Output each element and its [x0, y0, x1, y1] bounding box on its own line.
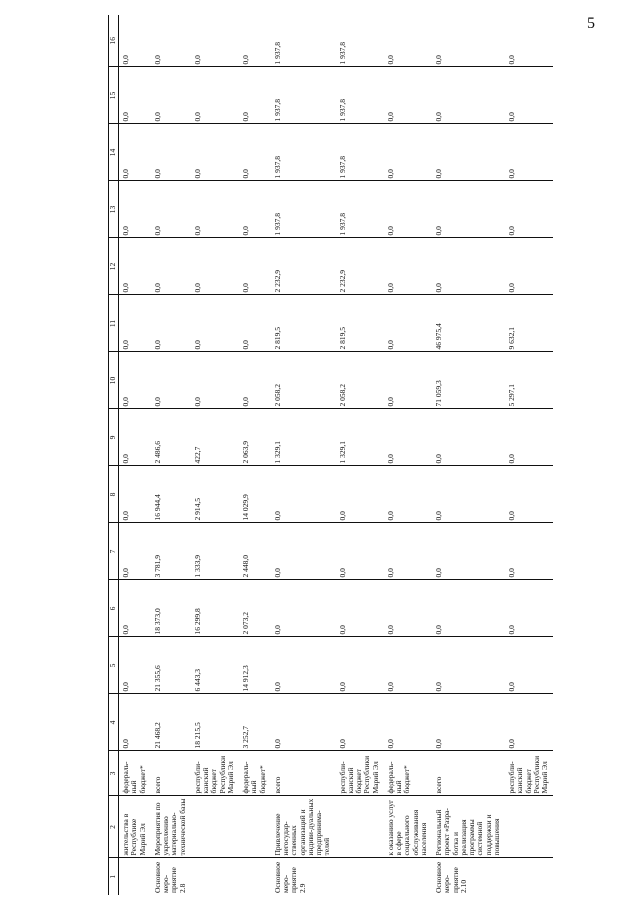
table-cell: 46 975,4: [432, 295, 505, 352]
table-cell: 2 063,9: [239, 409, 271, 466]
table-cell: 0,0: [151, 124, 191, 181]
table-cell: 71 059,3: [432, 352, 505, 409]
table-cell: [384, 858, 432, 895]
table-cell: 0,0: [432, 181, 505, 238]
table-cell: 0,0: [271, 466, 336, 523]
table-cell: 14 029,9: [239, 466, 271, 523]
table-cell: 1 937,8: [271, 15, 336, 67]
table-cell: 0,0: [384, 67, 432, 124]
table-cell: 3 252,7: [239, 694, 271, 751]
table-cell: 0,0: [151, 67, 191, 124]
table-cell: Привлечение негосудар-ственных организаций и индиви-дуальных предпринима-телей: [271, 796, 336, 858]
table-cell: 18 215,5: [191, 694, 239, 751]
table-cell: 2 819,5: [336, 295, 384, 352]
table-cell: жительства в Республике Марий Эл: [119, 796, 151, 858]
table-cell: всего: [151, 751, 191, 796]
column-header: 16: [109, 15, 119, 67]
column-header: 8: [109, 466, 119, 523]
table-row: [336, 15, 384, 895]
table-cell: 0,0: [119, 466, 151, 523]
table-cell: 1 937,8: [336, 181, 384, 238]
table-cell: [191, 858, 239, 895]
column-header: 4: [109, 694, 119, 751]
table-cell: 0,0: [432, 238, 505, 295]
table-cell: Основное меро-приятие 2.9: [272, 861, 307, 893]
table-cell: 0,0: [119, 352, 151, 409]
table-cell: 0,0: [271, 637, 336, 694]
table-cell: 9 632,1: [505, 295, 553, 352]
table-cell: 0,0: [432, 637, 505, 694]
table-cell: 0,0: [119, 181, 151, 238]
table-cell: 16 299,8: [191, 580, 239, 637]
table-cell: 0,0: [271, 580, 336, 637]
table-cell: республи-канский бюджет Республики Марий Эл: [191, 751, 239, 796]
table-cell: федераль-ный бюджет*: [239, 751, 271, 796]
table-cell: 0,0: [119, 15, 151, 67]
table-cell: к оказанию услуг в сфере социального обслуживания населения: [384, 796, 432, 858]
table-cell: 0,0: [119, 523, 151, 580]
table-cell: 0,0: [432, 409, 505, 466]
table-cell: 1 937,8: [336, 67, 384, 124]
table-cell: 21 355,6: [151, 637, 191, 694]
column-header: 7: [109, 523, 119, 580]
table-row: [119, 15, 151, 895]
table-cell: 2 058,2: [336, 352, 384, 409]
table-cell: 0,0: [505, 523, 553, 580]
table-cell: 0,0: [119, 238, 151, 295]
table-cell: 0,0: [191, 238, 239, 295]
table-cell: 0,0: [505, 580, 553, 637]
table-cell: 0,0: [505, 124, 553, 181]
table-cell: 422,7: [191, 409, 239, 466]
table-cell: 0,0: [336, 637, 384, 694]
table-cell: 0,0: [119, 580, 151, 637]
table-cell: 1 937,8: [271, 181, 336, 238]
table-cell: 1 333,9: [191, 523, 239, 580]
column-header: 1: [109, 858, 119, 895]
table-cell: 0,0: [151, 15, 191, 67]
page-number: 5: [587, 15, 595, 32]
table-cell: 0,0: [191, 181, 239, 238]
table-cell: 3 781,9: [151, 523, 191, 580]
table-cell: 16 944,4: [151, 466, 191, 523]
table-cell: 0,0: [505, 67, 553, 124]
table-cell: 0,0: [336, 580, 384, 637]
table-cell: 0,0: [119, 637, 151, 694]
table-cell: всего: [432, 751, 505, 796]
table-cell: 0,0: [191, 15, 239, 67]
table-cell: 2 914,5: [191, 466, 239, 523]
table-cell: 2 232,9: [336, 238, 384, 295]
table-cell: 1 937,8: [271, 67, 336, 124]
table-cell: 14 912,3: [239, 637, 271, 694]
column-header: 5: [109, 637, 119, 694]
table-cell: 0,0: [432, 523, 505, 580]
table-cell: 0,0: [384, 409, 432, 466]
column-header: 13: [109, 181, 119, 238]
table-cell: 2 819,5: [271, 295, 336, 352]
table-cell: 2 232,9: [271, 238, 336, 295]
table-cell: 1 937,8: [336, 124, 384, 181]
table-cell: 2 073,2: [239, 580, 271, 637]
table-cell: 0,0: [151, 181, 191, 238]
table-cell: федераль-ный бюджет*: [119, 751, 151, 796]
table-cell: 0,0: [505, 409, 553, 466]
table-cell: [336, 796, 384, 858]
column-header: 15: [109, 67, 119, 124]
table-cell: 0,0: [191, 295, 239, 352]
column-header: 3: [109, 751, 119, 796]
table-cell: 0,0: [239, 352, 271, 409]
table-row: [432, 15, 505, 895]
table-cell: Основное меро-приятие 2.8: [152, 861, 187, 893]
table-cell: 2 448,0: [239, 523, 271, 580]
table-cell: 0,0: [271, 694, 336, 751]
table-cell: 1 937,8: [336, 15, 384, 67]
table-cell: 6 443,3: [191, 637, 239, 694]
column-header: 12: [109, 238, 119, 295]
table-cell: 0,0: [239, 295, 271, 352]
table-cell: 0,0: [119, 409, 151, 466]
table-cell: 0,0: [191, 124, 239, 181]
table-row: [191, 15, 239, 895]
table-cell: федераль-ный бюджет*: [384, 751, 432, 796]
table-cell: Региональный проект «Разра-ботка и реализация программы системной поддержки и повышения: [432, 796, 505, 858]
table-cell: 0,0: [119, 67, 151, 124]
table-cell: [239, 796, 271, 858]
table-cell: 0,0: [119, 295, 151, 352]
table-cell: 0,0: [271, 523, 336, 580]
column-header: 14: [109, 124, 119, 181]
table-cell: 0,0: [384, 238, 432, 295]
rotated-table-container: [108, 15, 638, 895]
table-cell: 0,0: [239, 238, 271, 295]
table-cell: 5 297,1: [505, 352, 553, 409]
table-cell: [191, 796, 239, 858]
table-cell: республи-канский бюджет Республики Марий Эл: [505, 751, 553, 796]
table-cell: 0,0: [384, 694, 432, 751]
column-header: 2: [109, 796, 119, 858]
column-header: 11: [109, 295, 119, 352]
table-cell: 0,0: [384, 124, 432, 181]
table-cell: 0,0: [384, 352, 432, 409]
table-row: [239, 15, 271, 895]
table-cell: 0,0: [119, 124, 151, 181]
table-cell: [119, 858, 151, 895]
table-cell: 0,0: [505, 15, 553, 67]
table-cell: 1 937,8: [271, 124, 336, 181]
table-cell: республи-канский бюджет Республики Марий Эл: [336, 751, 384, 796]
table-row: [271, 15, 336, 895]
table-cell: 0,0: [384, 295, 432, 352]
table-cell: 0,0: [239, 181, 271, 238]
table-cell: [505, 858, 553, 895]
table-cell: 0,0: [336, 466, 384, 523]
column-header: 10: [109, 352, 119, 409]
table-cell: 18 373,0: [151, 580, 191, 637]
table-row: [505, 15, 553, 895]
table-cell: 0,0: [505, 694, 553, 751]
table-cell: Мероприятия по укреплению материально-технической базы: [151, 796, 191, 858]
table-row: [384, 15, 432, 895]
table-cell: 0,0: [336, 694, 384, 751]
table-cell: 2 486,6: [151, 409, 191, 466]
table-cell: Основное меро-приятие 2.10: [434, 861, 468, 893]
table-cell: 0,0: [505, 637, 553, 694]
table-row: [151, 15, 191, 895]
table-cell: 0,0: [432, 466, 505, 523]
budget-table: [108, 15, 553, 895]
table-cell: 0,0: [239, 15, 271, 67]
table-cell: 0,0: [432, 580, 505, 637]
table-cell: 0,0: [432, 124, 505, 181]
table-cell: 0,0: [384, 580, 432, 637]
table-cell: 1 329,1: [271, 409, 336, 466]
table-cell: 0,0: [191, 67, 239, 124]
table-cell: 0,0: [336, 523, 384, 580]
table-cell: 0,0: [191, 352, 239, 409]
table-cell: 0,0: [384, 523, 432, 580]
table-cell: 0,0: [119, 694, 151, 751]
header-row: [109, 15, 119, 895]
table-cell: [239, 858, 271, 895]
table-cell: 21 468,2: [151, 694, 191, 751]
table-cell: 0,0: [505, 466, 553, 523]
table-cell: 0,0: [384, 181, 432, 238]
table-cell: 0,0: [432, 15, 505, 67]
table-cell: [336, 858, 384, 895]
table-cell: 1 329,1: [336, 409, 384, 466]
table-cell: 0,0: [239, 124, 271, 181]
table-cell: всего: [271, 751, 336, 796]
table-cell: 0,0: [239, 67, 271, 124]
column-header: 9: [109, 409, 119, 466]
table-cell: 0,0: [432, 694, 505, 751]
table-cell: 0,0: [151, 295, 191, 352]
table-cell: 0,0: [505, 238, 553, 295]
table-cell: [505, 796, 553, 858]
table-cell: 0,0: [384, 15, 432, 67]
table-cell: 0,0: [151, 238, 191, 295]
table-cell: 0,0: [505, 181, 553, 238]
table-cell: 0,0: [384, 637, 432, 694]
table-cell: 0,0: [151, 352, 191, 409]
column-header: 6: [109, 580, 119, 637]
table-cell: 0,0: [384, 466, 432, 523]
table-cell: 0,0: [432, 67, 505, 124]
table-cell: 2 058,2: [271, 352, 336, 409]
